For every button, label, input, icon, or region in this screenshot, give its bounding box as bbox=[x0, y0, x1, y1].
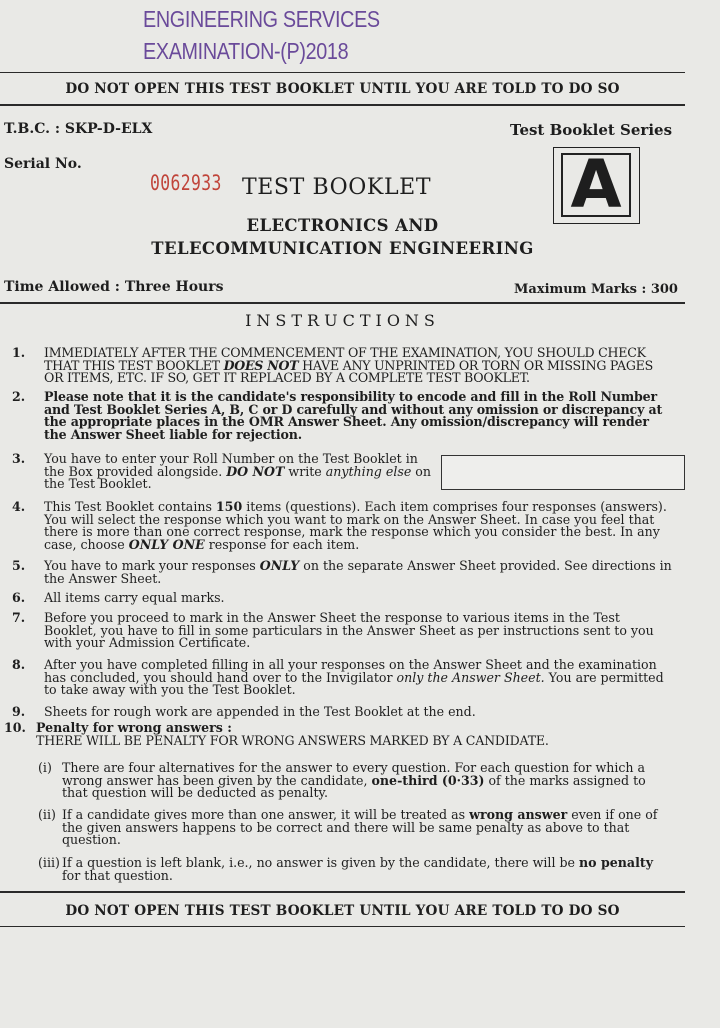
instruction-text: Before you proceed to mark in the Answer Sheet the response to various items in the Test Booklet, you have to fill in some particulars in the Answer Sheet as per instructions sent to you with your Admission Certificate. bbox=[44, 610, 654, 651]
instructions-heading: INSTRUCTIONS bbox=[245, 311, 440, 330]
instruction-text: IMMEDIATELY AFTER THE COMMENCEMENT OF THE EXAMINATION, YOU SHOULD CHECK THAT THIS TEST BOOKLET DOES NOT HAVE ANY UNPRINTED OR TORN OR MISSING PAGES OR ITEMS, ETC. IF SO, GET IT REPLACED BY A COMPLETE TEST BOOKLET. bbox=[44, 345, 653, 386]
subject-title-line-2: TELECOMMUNICATION ENGINEERING bbox=[151, 239, 534, 258]
exam-stamp-line-1: ENGINEERING SERVICES bbox=[143, 6, 380, 32]
penalty-heading: Penalty for wrong answers : bbox=[36, 720, 232, 735]
top-rule bbox=[0, 72, 685, 73]
booklet-title: TEST BOOKLET bbox=[242, 175, 432, 200]
time-allowed: Time Allowed : Three Hours bbox=[4, 279, 224, 295]
instruction-text: This Test Booklet contains 150 items (questions). Each item comprises four responses (answers). You will select the response which you want to mark on the Answer Sheet. In case you feel that there is more than one correct response, mark the response which you consider the best. In any case, choose ONLY ONE response for each item. bbox=[44, 499, 667, 552]
instruction-number: 6. bbox=[12, 590, 26, 605]
tbc-code: T.B.C. : SKP-D-ELX bbox=[4, 121, 153, 137]
instruction-text: Please note that it is the candidate's responsibility to encode and fill in the Roll Number and Test Booklet Series A, B, C or D carefully and without any omission or discrepancy at the appropriate places in the OMR Answer Sheet. Any omission/discrepancy will render the Answer Sheet liable for rejection. bbox=[44, 389, 663, 442]
serial-number-label: Serial No. bbox=[4, 156, 82, 172]
instruction-text: All items carry equal marks. bbox=[44, 590, 225, 605]
instruction-number: 7. bbox=[12, 610, 26, 625]
test-booklet-cover: ENGINEERING SERVICES EXAMINATION-(P)2018 DO NOT OPEN THIS TEST BOOKLET UNTIL YOU ARE TOLD TO DO SO T.B.C. : SKP-D-ELX Test Booklet Series Serial No. A 0062933 TEST BOOKLET ELECTRONICS AND TELECOMMUNICATION ENGINEERING Time Allowed : Three Hours Maximum Marks : 300 INSTRUCTIONS 1. IMMEDIATELY AFTER THE COMMENCEMENT OF THE EXAMINATION, YOU SHOULD CHECK THAT THIS TEST BOOKLET DOES NOT HAVE ANY UNPRINTED OR TORN OR MISSING PAGES OR ITEMS, ETC. IF SO, GET IT REPLACED BY A COMPLETE TEST BOOKLET. 2. Please note that it is the candidate's responsibility to encode and fill in the Roll Number and Test Booklet Series A, B, C or D carefully and without any omission or discrepancy at the appropriate places in the OMR Answer Sheet. Any omission/discrepancy will render the Answer Sheet liable for rejection. 3. You have to enter your Roll Number on the Test Booklet in the Box provided alongside. DO NOT write anything else on the Test Booklet. 4. This Test Booklet contains 150 items (questions). Each item comprises four responses (answers). You will select the response which you want to mark on the Answer Sheet. In case you feel that there is more than one correct response, mark the response which you consider the best. In any case, choose ONLY ONE response for each item. 5. You have to mark your responses ONLY on the separate Answer Sheet provided. See directions in the Answer Sheet. 6. All items carry equal marks. 7. Before you proceed to mark in the Answer Sheet the response to various items in the Test Booklet, you have to fill in some particulars in the Answer Sheet as per instructions sent to you with your Admission Certificate. 8. After you have completed filling in all your responses on the Answer Sheet and the examination has concluded, you should hand over to the Invigilator only the Answer Sheet. You are permitted to take away with you the Test Booklet. 9. Sheets for rough work are appended in the Test Booklet at the end. 10. Penalty for wrong answers : THERE WILL BE PENALTY FOR WRONG ANSWERS MARKED BY A CANDIDATE. (i) There are four alternatives for the answer to every question. For each question for which a wrong answer has been given by the candidate, one-third (0·33) of the marks assigned to that question will be deducted as penalty. (ii) If a candidate gives more than one answer, it will be treated as wrong answer even if one of the given answers happens to be correct and there will be same penalty as above to that question. (iii) If a question is left blank, i.e., no answer is given by the candidate, there will be no penalty for that question. DO NOT OPEN THIS TEST BOOKLET UNTIL YOU ARE TOLD TO DO SO bbox=[0, 0, 720, 1028]
instruction-text bbox=[36, 722, 689, 747]
top-warning-banner: DO NOT OPEN THIS TEST BOOKLET UNTIL YOU ARE TOLD TO DO SO bbox=[65, 81, 620, 97]
instruction-text: After you have completed filling in all your responses on the Answer Sheet and the examination has concluded, you should hand over to the Invigilator only the Answer Sheet. You are permitted to take away with you the Test Booklet. bbox=[44, 657, 664, 698]
instruction-number: 9. bbox=[12, 704, 26, 719]
instruction-text: You have to enter your Roll Number on the Test Booklet in the Box provided alongside. DO NOT write anything else on the Test Booklet. bbox=[44, 451, 431, 492]
instruction-number: 3. bbox=[12, 451, 26, 466]
header-rule bbox=[0, 104, 685, 106]
instruction-number: 8. bbox=[12, 657, 26, 672]
instruction-number: 10. bbox=[4, 720, 26, 735]
instruction-number: 5. bbox=[12, 558, 26, 573]
series-letter-box bbox=[553, 147, 640, 224]
exam-stamp-line-2: EXAMINATION-(P)2018 bbox=[143, 38, 349, 64]
footer-rule-top bbox=[0, 891, 685, 893]
maximum-marks: Maximum Marks : 300 bbox=[514, 282, 678, 297]
instruction-number: 2. bbox=[12, 389, 26, 404]
series-letter: A bbox=[561, 153, 631, 217]
footer-rule-bottom bbox=[0, 926, 685, 927]
instructions-rule bbox=[0, 302, 685, 304]
serial-number: 0062933 bbox=[150, 171, 222, 195]
roll-number-entry-box[interactable] bbox=[441, 455, 685, 490]
penalty-intro: THERE WILL BE PENALTY FOR WRONG ANSWERS MARKED BY A CANDIDATE. bbox=[36, 732, 549, 748]
bottom-warning-banner: DO NOT OPEN THIS TEST BOOKLET UNTIL YOU ARE TOLD TO DO SO bbox=[65, 903, 620, 919]
instruction-number: 4. bbox=[12, 499, 26, 514]
instruction-text: You have to mark your responses ONLY on the separate Answer Sheet provided. See directions in the Answer Sheet. bbox=[44, 558, 672, 586]
test-booklet-series-label: Test Booklet Series bbox=[510, 121, 673, 139]
instruction-number: 1. bbox=[12, 345, 26, 360]
instruction-text: Sheets for rough work are appended in the Test Booklet at the end. bbox=[44, 704, 476, 719]
subject-title-line-1: ELECTRONICS AND bbox=[246, 216, 439, 235]
